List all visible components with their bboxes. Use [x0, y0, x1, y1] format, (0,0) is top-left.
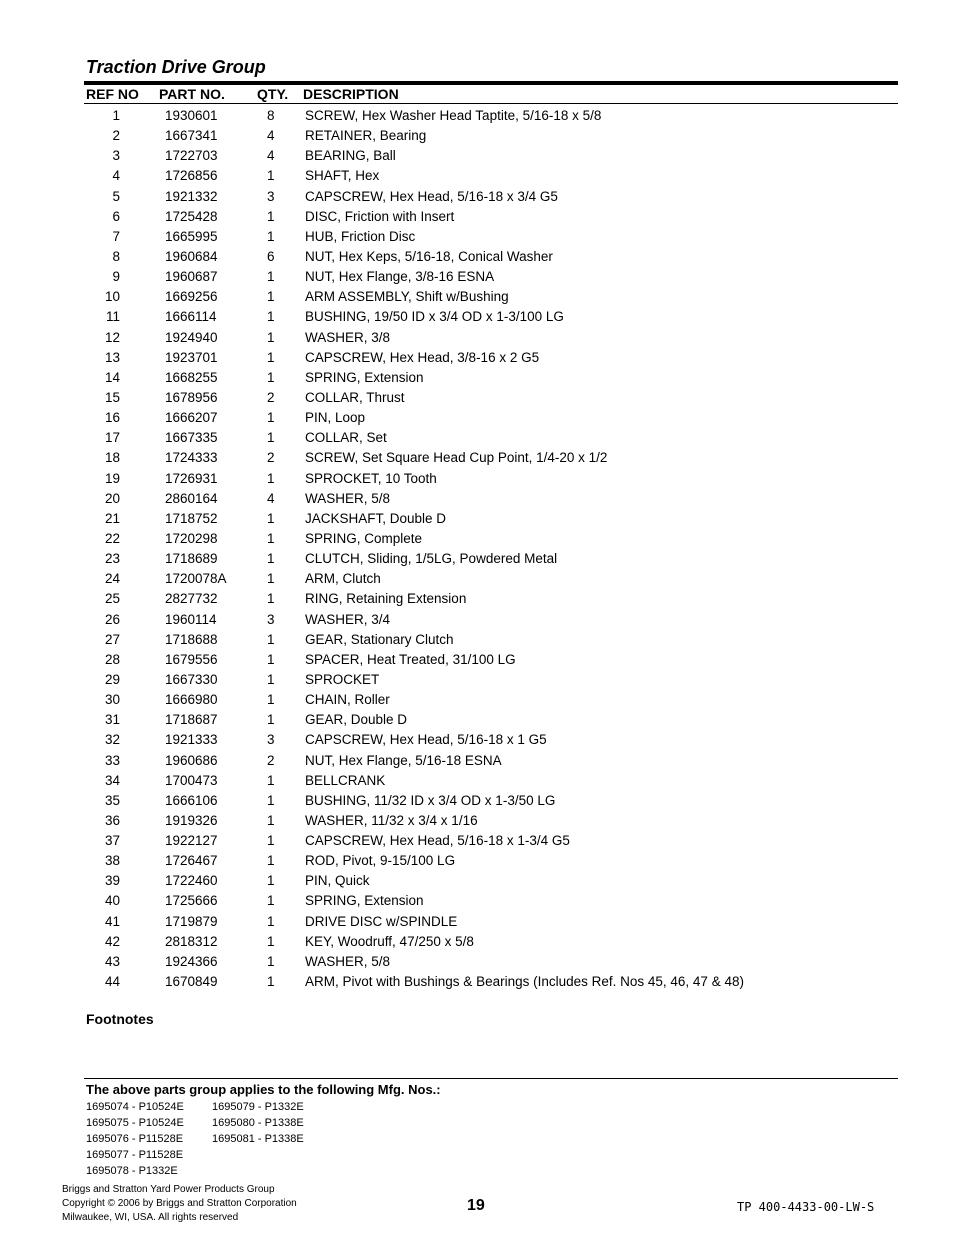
quantity: 4 [267, 128, 275, 144]
quantity: 1 [267, 369, 275, 385]
page-number: 19 [467, 1197, 485, 1214]
ref-number: 37 [104, 833, 120, 849]
ref-number: 1 [112, 108, 120, 123]
ref-number: 19 [104, 470, 120, 486]
mfg-number: 1695075 - P10524E [86, 1117, 184, 1129]
ref-number: 43 [104, 953, 120, 969]
ref-number: 44 [104, 974, 120, 990]
table-row [0, 408, 954, 428]
description: SPACER, Heat Treated, 31/100 LG [305, 651, 516, 667]
description: KEY, Woodruff, 47/250 x 5/8 [305, 933, 474, 949]
quantity: 1 [267, 349, 275, 365]
part-number: 1718689 [165, 551, 218, 567]
mfg-number: 1695076 - P11528E [86, 1133, 184, 1145]
ref-number: 31 [104, 712, 120, 728]
company-line: Briggs and Stratton Yard Power Products Group [62, 1184, 275, 1195]
quantity: 1 [267, 551, 275, 567]
column-header-ref: REF NO [86, 86, 139, 102]
table-row [0, 368, 954, 388]
part-number: 1666106 [165, 792, 218, 808]
table-row [0, 146, 954, 166]
description: ARM, Clutch [305, 571, 381, 587]
part-number: 1960687 [165, 269, 218, 285]
description: SPRING, Extension [305, 893, 424, 909]
ref-number: 17 [104, 430, 120, 446]
title-divider [84, 81, 898, 85]
part-number: 1700473 [165, 772, 218, 788]
ref-number: 24 [104, 571, 120, 587]
table-row [0, 549, 954, 569]
table-row [0, 166, 954, 186]
table-row [0, 791, 954, 811]
part-number: 1923701 [165, 349, 218, 365]
parts-list [0, 106, 954, 992]
description: WASHER, 3/4 [305, 611, 391, 627]
table-row [0, 871, 954, 891]
quantity: 3 [267, 611, 275, 627]
ref-number: 29 [104, 671, 120, 687]
quantity: 1 [267, 974, 275, 990]
quantity: 1 [267, 671, 275, 687]
part-number: 1667335 [165, 430, 218, 446]
table-row [0, 126, 954, 146]
table-row [0, 569, 954, 589]
table-row [0, 710, 954, 730]
column-header-description: DESCRIPTION [303, 86, 399, 102]
table-row [0, 287, 954, 307]
quantity: 1 [267, 833, 275, 849]
table-row [0, 469, 954, 489]
ref-number: 8 [112, 248, 120, 264]
table-row [0, 348, 954, 368]
part-number: 1669256 [165, 289, 218, 305]
description: NUT, Hex Flange, 5/16-18 ESNA [305, 752, 502, 768]
description: CAPSCREW, Hex Head, 5/16-18 x 1 G5 [305, 732, 547, 748]
table-row [0, 670, 954, 690]
description: JACKSHAFT, Double D [305, 510, 447, 526]
quantity: 3 [267, 732, 275, 748]
part-number: 1720078A [165, 571, 227, 587]
column-header-qty: QTY. [257, 86, 289, 102]
description: WASHER, 5/8 [305, 490, 391, 506]
description: SHAFT, Hex [305, 168, 380, 184]
quantity: 1 [267, 208, 275, 224]
ref-number: 14 [104, 369, 120, 385]
description: SPRING, Complete [305, 530, 423, 546]
part-number: 2860164 [165, 490, 218, 506]
ref-number: 20 [104, 490, 120, 506]
part-number: 1666207 [165, 410, 218, 426]
quantity: 2 [267, 450, 275, 466]
quantity: 2 [267, 752, 275, 768]
table-row [0, 207, 954, 227]
ref-number: 21 [104, 510, 120, 526]
mfg-number: 1695080 - P1338E [212, 1117, 304, 1129]
table-row [0, 589, 954, 609]
table-row [0, 247, 954, 267]
part-number: 1722460 [165, 873, 218, 889]
table-row [0, 630, 954, 650]
part-number: 1921332 [165, 188, 218, 204]
description: CAPSCREW, Hex Head, 3/8-16 x 2 G5 [305, 349, 540, 365]
footnotes-heading: Footnotes [86, 1011, 154, 1027]
part-number: 1719879 [165, 913, 218, 929]
ref-number: 32 [104, 732, 120, 748]
description: PIN, Loop [305, 410, 366, 426]
part-number: 1919326 [165, 812, 218, 828]
ref-number: 3 [112, 148, 120, 164]
table-row [0, 972, 954, 992]
quantity: 4 [267, 148, 275, 164]
part-number: 1667330 [165, 671, 218, 687]
table-row [0, 831, 954, 851]
part-number: 1725666 [165, 893, 218, 909]
table-row [0, 428, 954, 448]
description: COLLAR, Set [305, 430, 387, 446]
part-number: 1724333 [165, 450, 218, 466]
quantity: 1 [267, 631, 275, 647]
quantity: 1 [267, 772, 275, 788]
table-row [0, 771, 954, 791]
description: PIN, Quick [305, 873, 370, 889]
quantity: 1 [267, 651, 275, 667]
quantity: 1 [267, 712, 275, 728]
description: SPROCKET [305, 671, 380, 687]
part-number: 1924940 [165, 329, 218, 345]
quantity: 1 [267, 430, 275, 446]
part-number: 1726931 [165, 470, 218, 486]
description: DISC, Friction with Insert [305, 208, 455, 224]
part-number: 2818312 [165, 933, 218, 949]
ref-number: 10 [104, 289, 120, 305]
description: BUSHING, 11/32 ID x 3/4 OD x 1-3/50 LG [305, 792, 556, 808]
ref-number: 33 [104, 752, 120, 768]
part-number: 1665995 [165, 228, 218, 244]
ref-number: 12 [104, 329, 120, 345]
part-number: 1726467 [165, 853, 218, 869]
part-number: 1666114 [165, 309, 217, 325]
description: DRIVE DISC w/SPINDLE [305, 913, 458, 929]
ref-number: 13 [104, 349, 120, 365]
mfg-number: 1695078 - P1332E [86, 1165, 178, 1177]
ref-number: 41 [104, 913, 120, 929]
part-number: 1725428 [165, 208, 218, 224]
quantity: 1 [267, 228, 275, 244]
description: NUT, Hex Flange, 3/8-16 ESNA [305, 269, 495, 285]
part-number: 1726856 [165, 168, 218, 184]
mfg-number: 1695081 - P1338E [212, 1133, 304, 1145]
quantity: 2 [267, 389, 275, 405]
ref-number: 30 [104, 692, 120, 708]
quantity: 1 [267, 470, 275, 486]
ref-number: 23 [104, 551, 120, 567]
ref-number: 5 [112, 188, 120, 204]
description: WASHER, 5/8 [305, 953, 391, 969]
ref-number: 18 [104, 450, 120, 466]
mfg-number: 1695074 - P10524E [86, 1101, 184, 1113]
description: HUB, Friction Disc [305, 228, 416, 244]
table-row [0, 912, 954, 932]
table-row [0, 610, 954, 630]
quantity: 1 [267, 812, 275, 828]
description: ROD, Pivot, 9-15/100 LG [305, 853, 456, 869]
footer-divider [84, 1078, 898, 1079]
ref-number: 15 [104, 389, 120, 405]
table-row [0, 730, 954, 750]
part-number: 1670849 [165, 974, 218, 990]
part-number: 1722703 [165, 148, 218, 164]
part-number: 1960686 [165, 752, 218, 768]
part-number: 1720298 [165, 530, 218, 546]
table-row [0, 650, 954, 670]
description: RETAINER, Bearing [305, 128, 427, 144]
ref-number: 7 [112, 228, 120, 244]
ref-number: 40 [104, 893, 120, 909]
description: RING, Retaining Extension [305, 591, 467, 607]
ref-number: 11 [105, 309, 120, 325]
ref-number: 36 [104, 812, 120, 828]
description: ARM, Pivot with Bushings & Bearings (Includes Ref. Nos 45, 46, 47 & 48) [305, 974, 744, 990]
table-row [0, 106, 954, 126]
applies-heading: The above parts group applies to the following Mfg. Nos.: [86, 1082, 441, 1097]
document-id: TP 400-4433-00-LW-S [737, 1200, 875, 1214]
quantity: 1 [267, 692, 275, 708]
description: ARM ASSEMBLY, Shift w/Bushing [305, 289, 509, 305]
description: SPROCKET, 10 Tooth [305, 470, 437, 486]
description: COLLAR, Thrust [305, 389, 405, 405]
table-row [0, 811, 954, 831]
quantity: 6 [267, 248, 275, 264]
table-row [0, 952, 954, 972]
part-number: 1679556 [165, 651, 218, 667]
part-number: 1678956 [165, 389, 218, 405]
part-number: 1668255 [165, 369, 218, 385]
description: CHAIN, Roller [305, 692, 390, 708]
description: BELLCRANK [305, 772, 386, 788]
quantity: 1 [267, 510, 275, 526]
part-number: 1960684 [165, 248, 218, 264]
quantity: 1 [267, 591, 275, 607]
quantity: 1 [267, 953, 275, 969]
description: BUSHING, 19/50 ID x 3/4 OD x 1-3/100 LG [305, 309, 564, 325]
description: WASHER, 3/8 [305, 329, 391, 345]
quantity: 1 [267, 792, 275, 808]
description: GEAR, Double D [305, 712, 408, 728]
part-number: 1960114 [165, 611, 217, 627]
part-number: 1718687 [165, 712, 218, 728]
address-line: Milwaukee, WI, USA. All rights reserved [62, 1212, 239, 1223]
part-number: 1666980 [165, 692, 218, 708]
quantity: 1 [267, 913, 275, 929]
table-row [0, 388, 954, 408]
quantity: 1 [267, 410, 275, 426]
mfg-number: 1695077 - P11528E [86, 1149, 184, 1161]
part-number: 1922127 [165, 833, 218, 849]
ref-number: 26 [104, 611, 120, 627]
quantity: 1 [267, 289, 275, 305]
header-divider [84, 103, 898, 104]
description: CAPSCREW, Hex Head, 5/16-18 x 3/4 G5 [305, 188, 558, 204]
ref-number: 22 [104, 530, 120, 546]
quantity: 1 [267, 168, 275, 184]
ref-number: 2 [112, 128, 120, 144]
table-row [0, 891, 954, 911]
description: NUT, Hex Keps, 5/16-18, Conical Washer [305, 248, 553, 264]
ref-number: 28 [104, 651, 120, 667]
ref-number: 35 [104, 792, 120, 808]
part-number: 1667341 [165, 128, 218, 144]
ref-number: 27 [104, 631, 120, 647]
part-number: 1921333 [165, 732, 218, 748]
company-info [62, 1183, 297, 1225]
quantity: 1 [267, 329, 275, 345]
quantity: 1 [267, 893, 275, 909]
table-row [0, 187, 954, 207]
table-row [0, 851, 954, 871]
ref-number: 16 [104, 410, 120, 426]
table-row [0, 448, 954, 468]
description: SPRING, Extension [305, 369, 424, 385]
part-number: 1930601 [165, 108, 218, 123]
column-header-part: PART NO. [159, 86, 225, 102]
quantity: 8 [267, 108, 275, 123]
quantity: 1 [267, 530, 275, 546]
description: SCREW, Set Square Head Cup Point, 1/4-20 x 1/2 [305, 450, 608, 466]
table-row [0, 328, 954, 348]
table-row [0, 489, 954, 509]
quantity: 1 [267, 933, 275, 949]
ref-number: 4 [112, 168, 120, 184]
table-row [0, 227, 954, 247]
copyright-line: Copyright © 2006 by Briggs and Stratton Corporation [62, 1198, 297, 1209]
part-number: 2827732 [165, 591, 218, 607]
ref-number: 9 [112, 269, 120, 285]
mfg-list-col1 [86, 1099, 184, 1179]
table-row [0, 751, 954, 771]
description: GEAR, Stationary Clutch [305, 631, 454, 647]
description: CAPSCREW, Hex Head, 5/16-18 x 1-3/4 G5 [305, 833, 570, 849]
ref-number: 25 [104, 591, 120, 607]
quantity: 4 [267, 490, 275, 506]
table-row [0, 690, 954, 710]
quantity: 1 [267, 873, 275, 889]
description: BEARING, Ball [305, 148, 396, 164]
part-number: 1718752 [165, 510, 218, 526]
quantity: 1 [267, 309, 275, 325]
part-number: 1718688 [165, 631, 218, 647]
quantity: 3 [267, 188, 275, 204]
ref-number: 34 [104, 772, 120, 788]
ref-number: 42 [104, 933, 120, 949]
table-row [0, 267, 954, 287]
ref-number: 39 [104, 873, 120, 889]
description: WASHER, 11/32 x 3/4 x 1/16 [305, 812, 478, 828]
description: SCREW, Hex Washer Head Taptite, 5/16-18 x 5/8 [305, 108, 602, 123]
description: CLUTCH, Sliding, 1/5LG, Powdered Metal [305, 551, 558, 567]
quantity: 1 [267, 853, 275, 869]
quantity: 1 [267, 571, 275, 587]
table-row [0, 509, 954, 529]
quantity: 1 [267, 269, 275, 285]
page-title: Traction Drive Group [86, 57, 266, 77]
table-row [0, 307, 954, 327]
table-row [0, 529, 954, 549]
part-number: 1924366 [165, 953, 218, 969]
ref-number: 38 [104, 853, 120, 869]
mfg-list-col2 [212, 1099, 304, 1147]
mfg-number: 1695079 - P1332E [212, 1101, 304, 1113]
ref-number: 6 [112, 208, 120, 224]
table-row [0, 932, 954, 952]
